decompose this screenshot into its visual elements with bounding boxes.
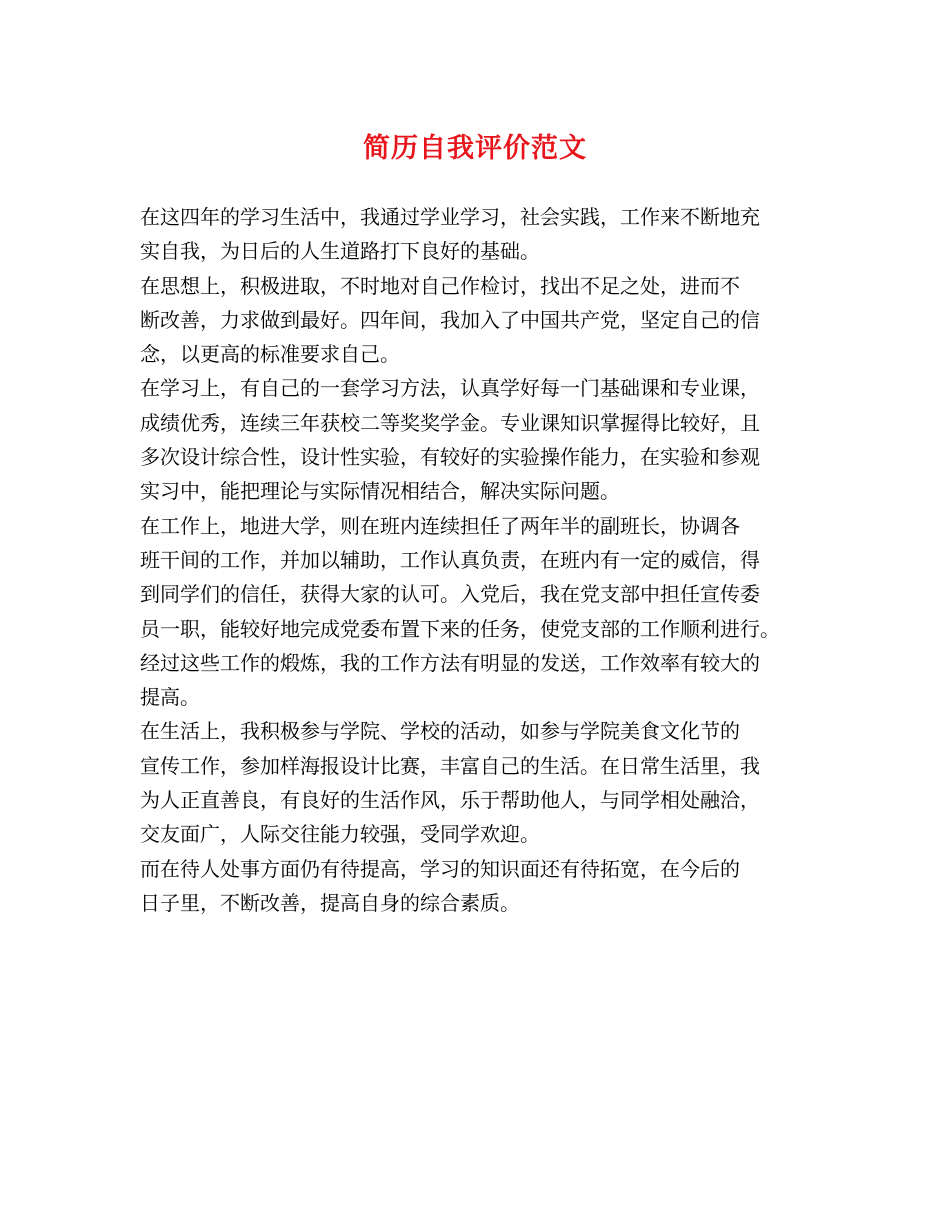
body-line: 在工作上，地进大学，则在班内连续担任了两年半的副班长，协调各 — [140, 513, 740, 538]
body-line: 在这四年的学习生活中，我通过学业学习，社会实践，工作来不断地充 — [140, 205, 760, 229]
body-line: 提高。 — [140, 685, 200, 710]
document-body — [140, 200, 820, 920]
body-line: 经过这些工作的煅炼，我的工作方法有明显的发送，工作效率有较大的 — [140, 650, 760, 675]
body-line: 断改善，力求做到最好。四年间，我加入了中国共产党，坚定自己的信 — [140, 307, 760, 332]
body-line: 交友面广，人际交往能力较强，受同学欢迎。 — [140, 822, 540, 847]
body-line: 到同学们的信任，获得大家的认可。入党后，我在党支部中担任宣传委 — [140, 582, 760, 607]
body-line: 员一职，能较好地完成党委布置下来的任务，使党支部的工作顺利进行。 — [140, 616, 780, 641]
body-line: 在学习上，有自己的一套学习方法，认真学好每一门基础课和专业课， — [140, 376, 760, 401]
document-title: 简历自我评价范文 — [363, 133, 587, 164]
body-line: 日子里，不断改善，提高自身的综合素质。 — [140, 890, 520, 915]
body-line: 念，以更高的标准要求自己。 — [140, 342, 400, 367]
body-line: 成绩优秀，连续三年获校二等奖奖学金。专业课知识掌握得比较好，且 — [140, 410, 760, 435]
body-line: 为人正直善良，有良好的生活作风，乐于帮助他人，与同学相处融洽， — [140, 788, 760, 813]
body-line: 宣传工作，参加样海报设计比赛，丰富自己的生活。在日常生活里，我 — [140, 753, 760, 778]
body-line: 班干间的工作，并加以辅助，工作认真负责，在班内有一定的威信，得 — [140, 547, 760, 572]
body-line: 实自我，为日后的人生道路打下良好的基础。 — [140, 239, 540, 264]
body-line: 而在待人处事方面仍有待提高，学习的知识面还有待拓宽，在今后的 — [140, 856, 740, 881]
body-line: 在思想上，积极进取，不时地对自己作检讨，找出不足之处，进而不 — [140, 273, 740, 298]
body-line: 多次设计综合性，设计性实验，有较好的实验操作能力，在实验和参观 — [140, 445, 760, 470]
body-line: 实习中，能把理论与实际情况相结合，解决实际问题。 — [140, 479, 620, 504]
body-line: 在生活上，我积极参与学院、学校的活动，如参与学院美食文化节的 — [140, 719, 740, 744]
